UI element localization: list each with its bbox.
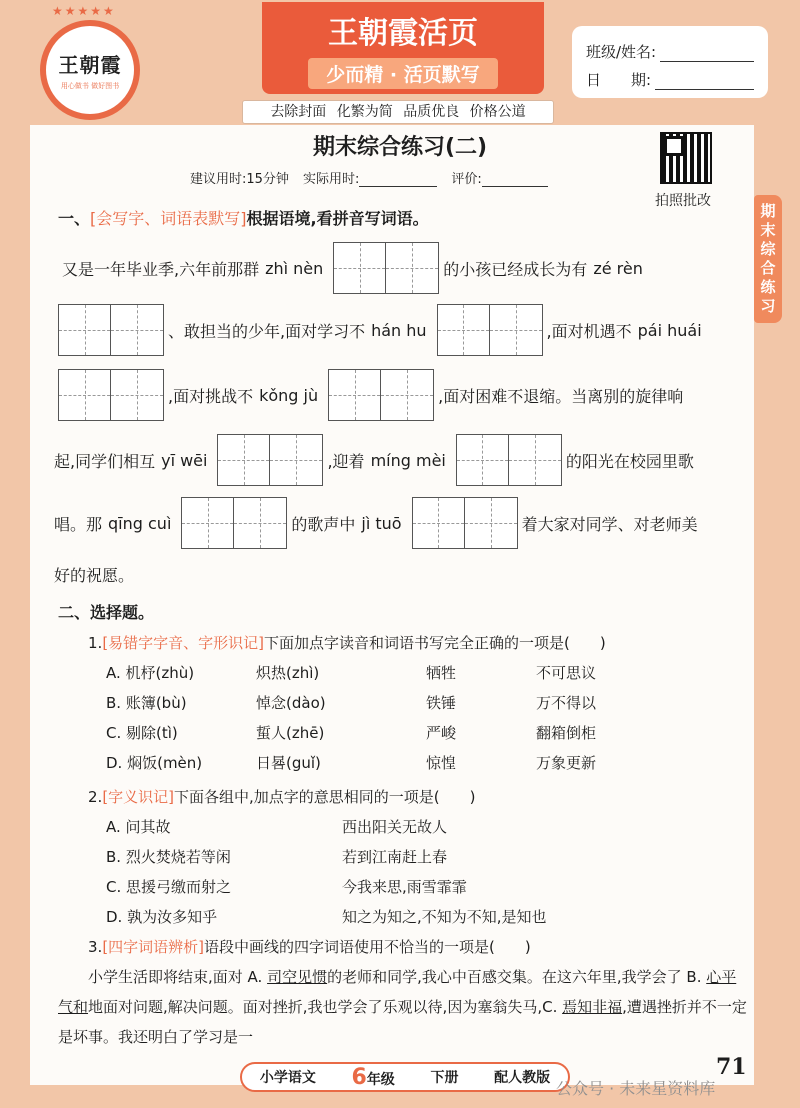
passage-text: ,面对困难不退缩。当离别的旋律响 [438,386,684,406]
evaluation-field[interactable] [482,173,548,187]
brand-slogan: 少而精 · 活页默写 [308,58,497,89]
option-b[interactable] [106,846,447,867]
qr-label: 拍照批改 [655,193,711,209]
footer-subject: 小学语文 [259,1070,316,1086]
section-instruction: 根据语境,看拼音写词语。 [246,209,429,228]
passage-text: 的歌声中 [291,514,356,534]
pinyin-prompt: míng mèi [370,450,446,470]
passage-text: ,遭遇挫折并不一定是坏事。我还明白了学习是一 [58,998,747,1046]
watermark: 公众号 · 未来星资料库 [556,1079,716,1098]
option-cell: B. 账簿(bù) [106,694,187,712]
question-tag: [四字词语辨析] [102,938,205,956]
option-cell: 炽热(zhì) [256,664,320,682]
page-title: 期末综合练习(二) [312,135,488,160]
fill-line-2 [54,304,708,356]
passage-text: 、敢担当的少年,面对学习不 [168,321,366,341]
option-cell: D. 孰为汝多知乎 [106,908,218,926]
option-cell: 翻箱倒柜 [536,724,597,742]
pinyin-prompt: kǒng jù [259,385,319,405]
page-number: 71 [716,1054,747,1080]
option-cell: 知之为知之,不知为不知,是知也 [342,908,547,926]
pinyin-prompt: zé rèn [593,258,643,278]
passage-text: 着大家对同学、对老师美 [521,514,698,534]
option-cell: 严峻 [426,724,457,742]
answer-grid[interactable] [437,304,543,356]
time-meta [190,168,548,187]
pinyin-prompt: qīng cuì [108,513,172,533]
passage-text: ,面对机遇不 [546,321,632,341]
pinyin-prompt: pái huái [637,320,702,340]
side-tab-char: 合 [760,259,776,277]
suggested-time: 建议用时:15分钟 [190,172,289,187]
side-tab-char: 末 [760,221,776,239]
option-cell: 若到江南赶上春 [342,848,448,866]
tagline: 去除封面 化繁为简 品质优良 价格公道 [242,100,554,124]
side-tab-char: 期 [760,202,776,220]
answer-grid[interactable] [328,369,434,421]
question-1 [88,632,606,653]
option-cell: C. 思援弓缴而射之 [106,878,232,896]
question-number: 1. [88,634,103,652]
fill-line-1 [62,242,649,294]
class-name-label: 班级/姓名: [586,43,657,61]
question-text: 下面加点字读音和词语书写完全正确的一项是( ) [264,634,606,652]
date-field[interactable] [655,72,754,90]
passage-text: 小学生活即将结束,面对 A. [88,968,268,986]
pinyin-prompt: yī wēi [161,450,208,470]
footer-grade: 6 [351,1064,367,1090]
footer-edition: 配人教版 [494,1070,551,1086]
option-a[interactable] [106,816,447,837]
brand-banner [262,2,544,94]
section-1-heading [58,206,429,229]
option-cell: 牺牲 [426,664,457,682]
section-2-heading: 二、选择题。 [58,603,155,622]
question-3-passage [58,962,748,1052]
student-info-card [572,26,768,98]
option-cell: 铁锤 [426,694,457,712]
pinyin-prompt: hán hu [371,320,427,340]
question-3 [88,936,531,957]
side-tab-char: 练 [760,278,776,296]
answer-grid[interactable] [333,242,439,294]
question-tag: [易错字字音、字形识记] [102,634,265,652]
answer-grid[interactable] [456,434,562,486]
option-cell: C. 剔除(tì) [106,724,178,742]
underlined-word: 心平气和 [58,968,737,1016]
brand-logo [40,20,140,120]
answer-grid[interactable] [181,497,287,549]
section-number: 一、 [58,209,91,228]
underlined-word: 焉知非福 [562,998,623,1016]
fill-line-4 [54,434,694,486]
option-c[interactable] [106,876,467,897]
passage-text: 地面对问题,解决问题。面对挫折,我也学会了乐观以待,因为塞翁失马,C. [88,998,563,1016]
answer-grid[interactable] [58,369,164,421]
class-name-row [586,34,754,62]
section-tag: [会写字、词语表默写] [90,209,247,228]
evaluation-label: 评价: [451,172,482,187]
option-cell: 蜇人(zhē) [256,724,325,742]
option-d[interactable] [106,752,596,773]
fill-line-3 [54,369,683,421]
fill-line-6 [54,563,134,586]
option-d[interactable] [106,906,547,927]
passage-text: 起,同学们相互 [54,451,156,471]
passage-text: 唱。那 [54,514,103,534]
option-cell: 西出阳关无故人 [342,818,448,836]
date-row [586,62,754,90]
logo-text: 王朝霞 [58,53,122,77]
date-label: 日 期: [586,71,652,89]
answer-grid[interactable] [58,304,164,356]
option-cell: A. 机杼(zhù) [106,664,195,682]
option-cell: B. 烈火焚烧若等闲 [106,848,231,866]
question-2 [88,786,476,807]
option-b[interactable] [106,692,596,713]
side-tab [754,195,782,323]
option-cell: D. 焖饭(mèn) [106,754,203,772]
passage-text: ,迎着 [327,451,365,471]
logo-stars: ★★★★★ [52,4,116,18]
pinyin-prompt: zhì nèn [265,258,324,278]
side-tab-char: 综 [760,240,776,258]
option-c[interactable] [106,722,596,743]
option-cell: 万不得以 [536,694,597,712]
option-cell: 不可思议 [536,664,597,682]
actual-time-field[interactable] [359,173,437,187]
side-tab-char: 习 [760,297,776,315]
class-name-field[interactable] [660,44,754,62]
logo-subtext: 用心做书 做好图书 [60,82,120,90]
passage-text: 好的祝愿。 [54,566,135,585]
option-cell: A. 问其故 [106,818,171,836]
passage-text: ,面对挑战不 [168,386,254,406]
footer-volume: 下册 [430,1070,459,1086]
pinyin-prompt: jì tuō [361,513,402,533]
answer-grid[interactable] [412,497,518,549]
option-cell: 日晷(guǐ) [256,754,321,772]
question-number: 2. [88,788,103,806]
footer-grade-label: 年级 [366,1071,395,1088]
footer-badge [240,1062,570,1092]
passage-text: 的阳光在校园里歌 [565,451,694,471]
option-cell: 惊惶 [426,754,457,772]
question-text: 下面各组中,加点字的意思相同的一项是( ) [174,788,476,806]
fill-line-5 [54,497,698,549]
question-tag: [字义识记] [102,788,175,806]
question-number: 3. [88,938,103,956]
passage-text: 的小孩已经成长为有 [443,259,588,279]
option-a[interactable] [106,662,596,683]
option-cell: 今我来思,雨雪霏霏 [342,878,467,896]
option-cell: 悼念(dào) [256,694,326,712]
actual-time-label: 实际用时: [302,172,360,187]
underlined-word: 司空见惯 [267,968,328,986]
brand-name: 王朝霞活页 [328,15,478,51]
qr-code[interactable] [660,132,712,184]
option-cell: 万象更新 [536,754,597,772]
passage-text: 的老师和同学,我心中百感交集。在这六年里,我学会了 B. [327,968,707,986]
question-text: 语段中画线的四字词语使用不恰当的一项是( ) [204,938,531,956]
passage-text: 又是一年毕业季,六年前那群 [62,259,260,279]
answer-grid[interactable] [217,434,323,486]
